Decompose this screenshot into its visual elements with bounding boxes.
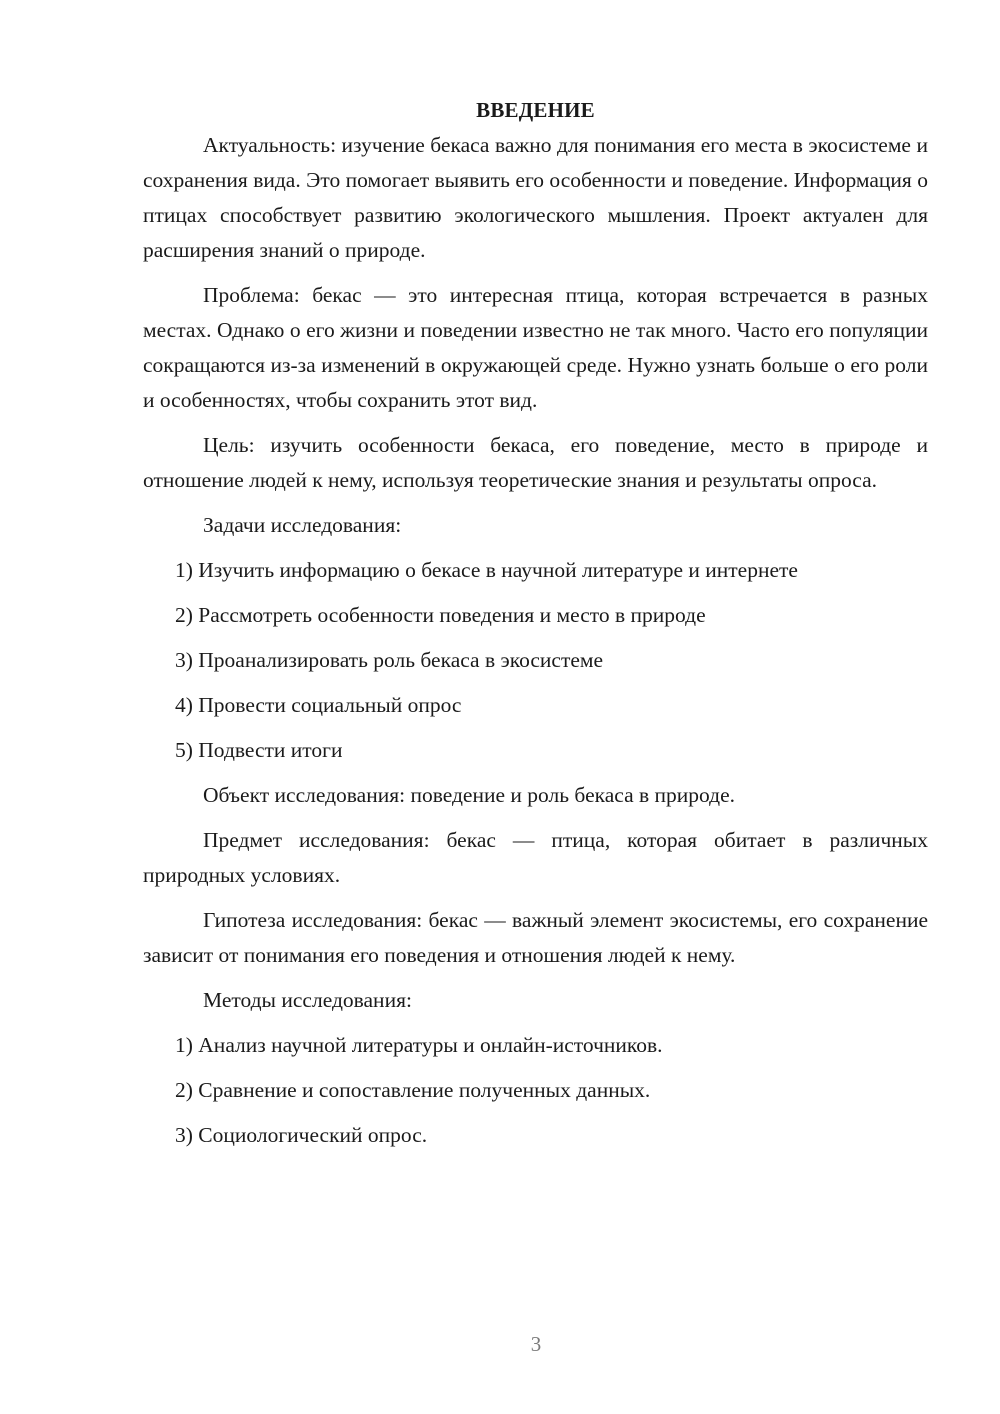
document-page <box>143 92 928 1163</box>
section-heading: ВВЕДЕНИЕ <box>476 98 595 122</box>
object-paragraph: Объект исследования: поведение и роль бекаса в природе. <box>203 783 736 807</box>
methods-list <box>143 1028 928 1153</box>
list-item: 1) Изучить информацию о бекасе в научной литературе и интернете <box>175 558 798 582</box>
hypothesis-paragraph: Гипотеза исследования: бекас — важный элемент экосистемы, его сохранение зависит от понимания его поведения и отношения людей к нему. <box>143 908 928 967</box>
list-item: 3) Проанализировать роль бекаса в экосистеме <box>175 648 604 672</box>
list-item: 3) Социологический опрос. <box>175 1123 428 1147</box>
subject-paragraph: Предмет исследования: бекас — птица, которая обитает в различных природных условиях. <box>143 828 928 887</box>
relevance-paragraph: Актуальность: изучение бекаса важно для понимания его места в экосистеме и сохранения вида. Это помогает выявить его особенности и поведение. Информация о птицах способствует развитию экологического мышления. Проект актуален для расширения знаний о природе. <box>143 133 928 262</box>
tasks-heading: Задачи исследования: <box>203 513 402 537</box>
tasks-list <box>143 553 928 768</box>
goal-paragraph: Цель: изучить особенности бекаса, его поведение, место в природе и отношение людей к нему, используя теоретические знания и результаты опроса. <box>143 433 928 492</box>
list-item: 1) Анализ научной литературы и онлайн-источников. <box>175 1033 663 1057</box>
list-item: 5) Подвести итоги <box>175 738 343 762</box>
problem-paragraph: Проблема: бекас — это интересная птица, которая встречается в разных местах. Однако о его жизни и поведении известно не так много. Часто его популяции сокращаются из-за изменений в окружающей среде. Нужно узнать больше о его роли и особенностях, чтобы сохранить этот вид. <box>143 283 928 412</box>
list-item: 2) Сравнение и сопоставление полученных данных. <box>175 1078 651 1102</box>
list-item: 2) Рассмотреть особенности поведения и место в природе <box>175 603 706 627</box>
page-number: 3 <box>530 1332 542 1356</box>
methods-heading: Методы исследования: <box>203 988 412 1012</box>
list-item: 4) Провести социальный опрос <box>175 693 462 717</box>
